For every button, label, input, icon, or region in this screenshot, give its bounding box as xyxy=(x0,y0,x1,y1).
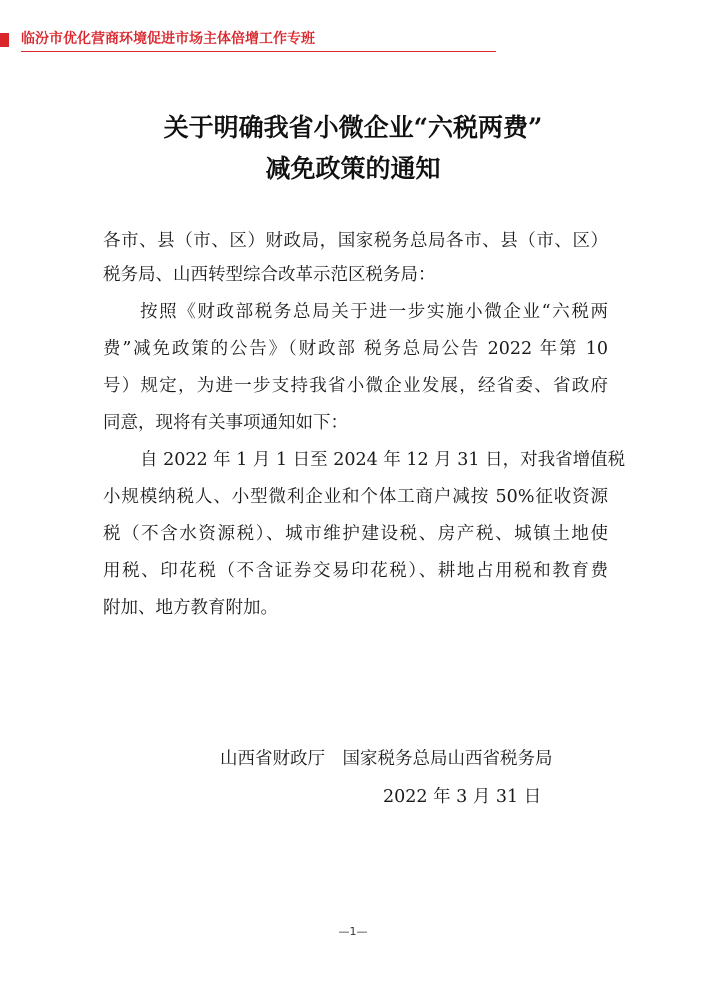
header-banner xyxy=(0,28,500,50)
paragraph2-line-4: 用税、印花税（不含证券交易印花税）、耕地占用税和教育费 xyxy=(103,561,608,581)
paragraph1-line-3: 号）规定，为进一步支持我省小微企业发展，经省委、省政府 xyxy=(103,376,608,396)
signature-date: 2022 年 3 月 31 日 xyxy=(383,787,542,807)
page-number: —1— xyxy=(338,925,368,938)
paragraph2-line-5: 附加、地方教育附加。 xyxy=(103,598,278,618)
paragraph2-line-3: 税（不含水资源税）、城市维护建设税、房产税、城镇土地使 xyxy=(103,524,608,544)
paragraph2-line-1: 自 2022 年 1 月 1 日至 2024 年 12 月 31 日，对我省增值税 xyxy=(140,450,626,470)
paragraph1-line-1: 按照《财政部税务总局关于进一步实施小微企业“六税两 xyxy=(140,302,608,322)
header-rule xyxy=(21,51,496,52)
addressee-line-2: 税务局、山西转型综合改革示范区税务局： xyxy=(103,265,436,285)
signature-issuers: 山西省财政厅 国家税务总局山西省税务局 xyxy=(220,749,553,769)
paragraph2-line-2: 小规模纳税人、小型微利企业和个体工商户减按 50%征收资源 xyxy=(103,487,608,507)
document-title-line-2: 减免政策的通知 xyxy=(265,154,441,183)
paragraph1-line-4: 同意，现将有关事项通知如下： xyxy=(103,413,348,433)
header-accent-bar xyxy=(0,33,9,47)
document-title-line-1: 关于明确我省小微企业“六税两费” xyxy=(163,113,543,142)
header-text: 临汾市优化营商环境促进市场主体倍增工作专班 xyxy=(21,31,315,47)
addressee-line-1: 各市、县（市、区）财政局，国家税务总局各市、县（市、区） xyxy=(103,231,608,251)
paragraph1-line-2: 费”减免政策的公告》（财政部 税务总局公告 2022 年第 10 xyxy=(103,339,608,359)
